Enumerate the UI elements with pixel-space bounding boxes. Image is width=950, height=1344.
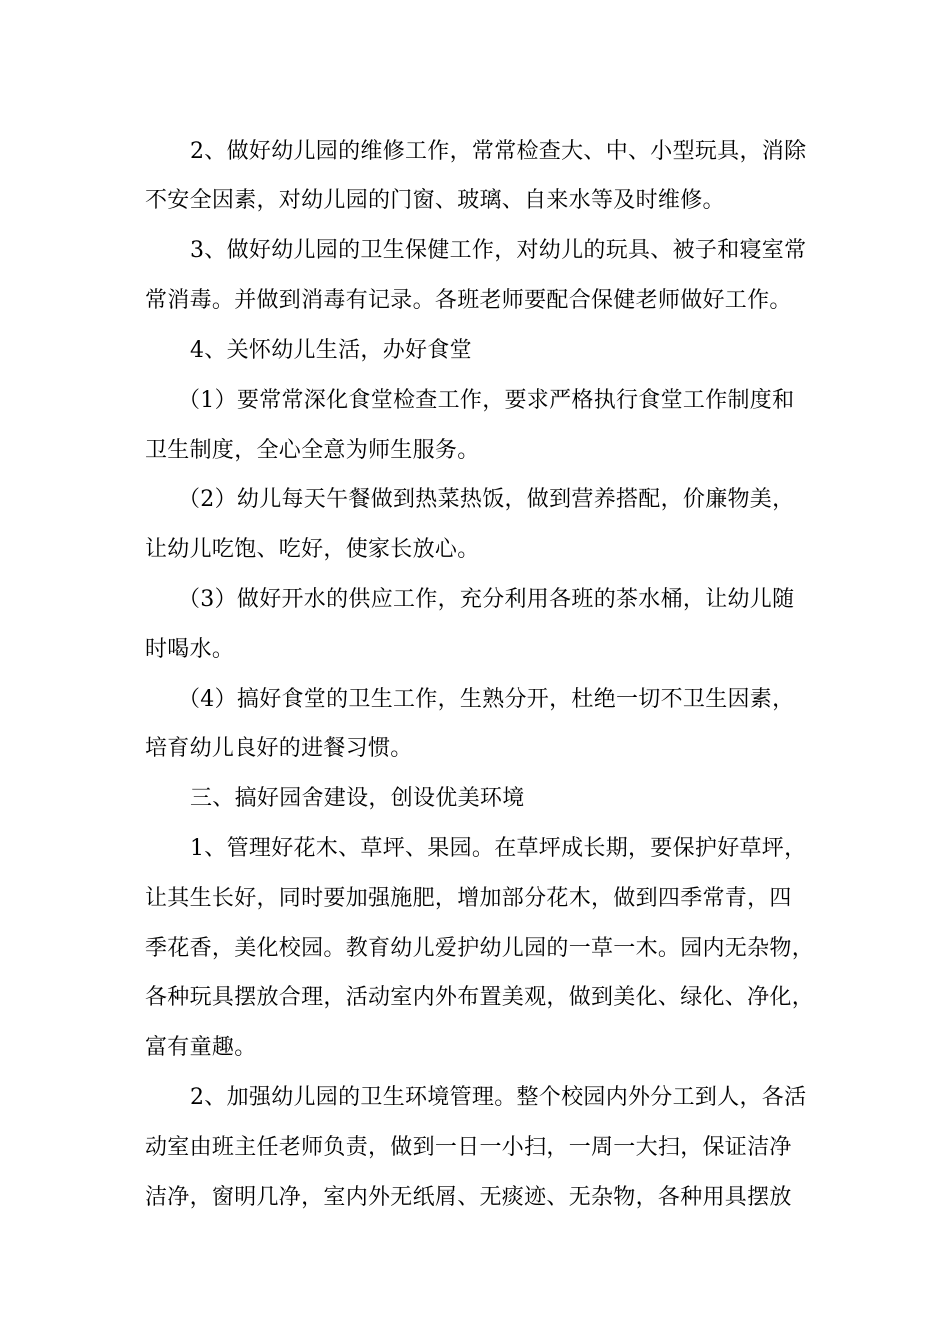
paragraph-line: 让其生长好，同时要加强施肥，增加部分花木，做到四季常青，四 bbox=[145, 886, 792, 911]
paragraph-line: （1）要常常深化食堂检查工作，要求严格执行食堂工作制度和 bbox=[178, 388, 795, 413]
paragraph-line: 2、加强幼儿园的卫生环境管理。整个校园内外分工到人，各活 bbox=[190, 1085, 807, 1110]
paragraph-line: 各种玩具摆放合理，活动室内外布置美观，做到美化、绿化、净化， bbox=[145, 985, 815, 1010]
paragraph-line: 动室由班主任老师负责，做到一日一小扫，一周一大扫，保证洁净 bbox=[145, 1135, 792, 1160]
paragraph-line: 4、关怀幼儿生活，办好食堂 bbox=[190, 338, 472, 363]
paragraph-line: 时喝水。 bbox=[145, 637, 235, 662]
paragraph-line: （2）幼儿每天午餐做到热菜热饭，做到营养搭配，价廉物美， bbox=[178, 487, 795, 512]
paragraph-line: 3、做好幼儿园的卫生保健工作，对幼儿的玩具、被子和寝室常 bbox=[190, 238, 807, 263]
paragraph-line: 常消毒。并做到消毒有记录。各班老师要配合保健老师做好工作。 bbox=[145, 288, 792, 313]
paragraph-line: （3）做好开水的供应工作，充分利用各班的茶水桶，让幼儿随 bbox=[178, 587, 795, 612]
paragraph-line: 卫生制度，全心全意为师生服务。 bbox=[145, 438, 480, 463]
paragraph-line: 洁净，窗明几净，室内外无纸屑、无痰迹、无杂物，各种用具摆放 bbox=[145, 1185, 792, 1210]
paragraph-line: 季花香，美化校园。教育幼儿爱护幼儿园的一草一木。园内无杂物， bbox=[145, 936, 815, 961]
paragraph-line: 不安全因素，对幼儿园的门窗、玻璃、自来水等及时维修。 bbox=[145, 188, 725, 213]
paragraph-line: 2、做好幼儿园的维修工作，常常检查大、中、小型玩具，消除 bbox=[190, 139, 807, 164]
paragraph-line: （4）搞好食堂的卫生工作，生熟分开，杜绝一切不卫生因素， bbox=[178, 687, 795, 712]
section-heading: 三、搞好园舍建设，创设优美环境 bbox=[190, 786, 525, 811]
paragraph-line: 1、管理好花木、草坪、果园。在草坪成长期，要保护好草坪， bbox=[190, 836, 807, 861]
paragraph-line: 培育幼儿良好的进餐习惯。 bbox=[145, 736, 413, 761]
paragraph-line: 富有童趣。 bbox=[145, 1035, 257, 1060]
paragraph-line: 让幼儿吃饱、吃好，使家长放心。 bbox=[145, 537, 480, 562]
